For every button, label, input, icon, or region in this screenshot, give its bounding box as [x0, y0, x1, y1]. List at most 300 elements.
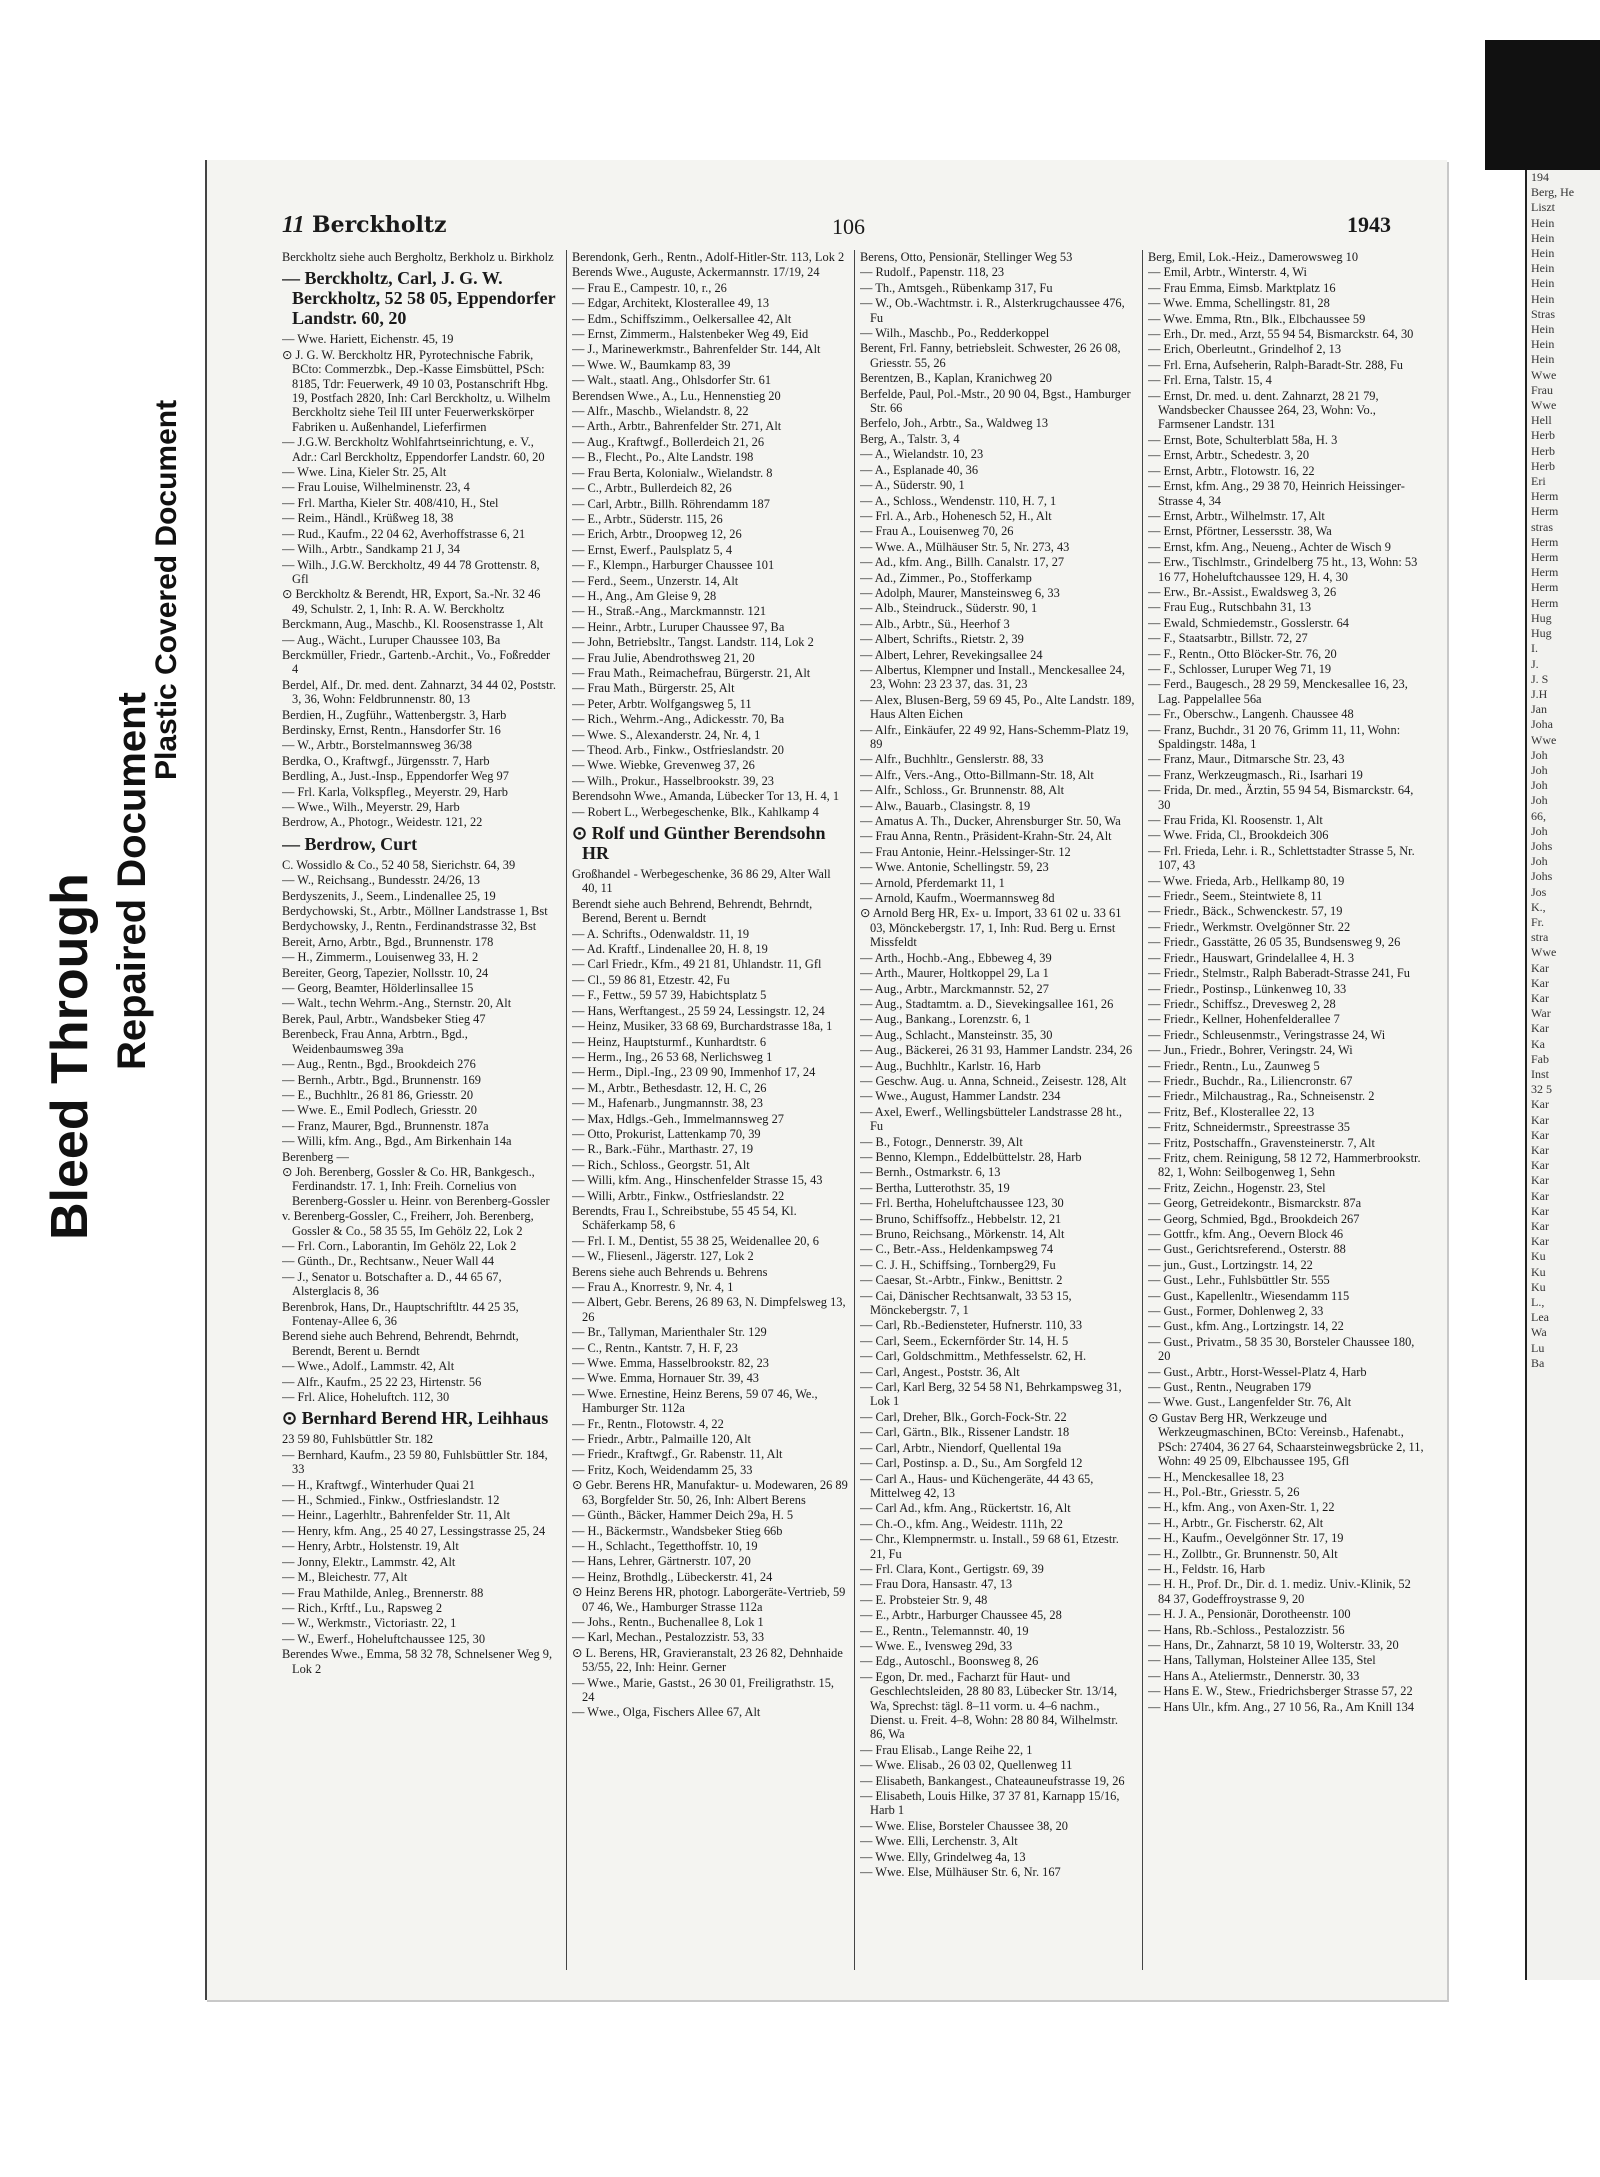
directory-entry: — Albertus, Klempner und Install., Menckesallee 24, 23, Wohn: 23 23 37, das. 31, 23 — [860, 662, 1125, 692]
directory-entry: — Wilh., Arbtr., Sandkamp 21 J, 34 — [282, 542, 460, 557]
directory-entry: — Wwe. S., Alexanderstr. 24, Nr. 4, 1 — [572, 727, 761, 742]
directory-entry: Berdychowski, St., Arbtr., Möllner Landstrasse 1, Bst — [282, 904, 548, 919]
sliver-line: Ba — [1531, 1355, 1545, 1370]
sliver-line: Inst — [1531, 1066, 1549, 1081]
directory-entry: — Hans A., Ateliermstr., Dennerstr. 30, 33 — [1148, 1668, 1360, 1683]
directory-entry: — Heinr., Lagerhltr., Bahrenfelder Str. 11, Alt — [282, 1508, 511, 1523]
directory-entry: — Axel, Ewerf., Wellingsbütteler Landstrasse 28 ht., Fu — [860, 1104, 1123, 1134]
directory-entry: — Gust., Kapellenltr., Wiesendamm 115 — [1148, 1288, 1350, 1303]
directory-entry: — Arnold, Pferdemarkt 11, 1 — [860, 875, 1005, 890]
directory-entry: — J., Senator u. Botschafter a. D., 44 65 67, Alsterglacis 8, 36 — [282, 1269, 502, 1299]
directory-entry: — Friedr., Schiffsz., Drevesweg 2, 28 — [1148, 996, 1336, 1011]
sliver-line: Herm — [1531, 595, 1559, 610]
directory-entry: Berg, A., Talstr. 3, 4 — [860, 431, 960, 446]
directory-entry: — Carl A., Haus- und Küchengeräte, 44 43 65, Mittelweg 42, 13 — [860, 1471, 1094, 1500]
directory-entry: — H., Kaufm., Oevelgönner Str. 17, 19 — [1148, 1531, 1344, 1546]
directory-entry: Berdel, Alf., Dr. med. dent. Zahnarzt, 34 44 02, Poststr. 3, 36, Wohn: Feldbrunnenstr. 80, 13 — [282, 677, 556, 707]
directory-entry: — Frau A., Knorrestr. 9, Nr. 4, 1 — [572, 1280, 734, 1294]
directory-entry: Bereiter, Georg, Tapezier, Nollsstr. 10, 24 — [282, 965, 489, 980]
directory-entry: — Berckholtz, Carl, J. G. W. Berckholtz, 52 58 05, Eppendorfer Landstr. 60, 20 — [282, 268, 556, 329]
sliver-line: Herm — [1531, 489, 1559, 504]
directory-entry: — Alfr., Vers.-Ang., Otto-Billmann-Str. 18, Alt — [860, 767, 1094, 782]
directory-entry: — H., Bäckermstr., Wandsbeker Stieg 66b — [572, 1523, 783, 1538]
directory-entry: — H., Schmied., Finkw., Ostfrieslandstr. 12 — [282, 1493, 500, 1508]
directory-entry: ⊙ L. Berens, HR, Gravieranstalt, 23 26 82, Dehnhaide 53/55, 22, Inh: Heinr. Gerner — [572, 1645, 843, 1675]
directory-entry: — Peter, Arbtr. Wolfgangsweg 5, 11 — [572, 696, 752, 711]
directory-entry: — Friedr., Gasstätte, 26 05 35, Bundsensweg 9, 26 — [1148, 935, 1401, 950]
directory-entry: — Frl. Clara, Kont., Gertigstr. 69, 39 — [860, 1561, 1044, 1576]
sliver-line: Kar — [1531, 960, 1549, 975]
directory-entry: — Alw., Bauarb., Clasingstr. 8, 19 — [860, 798, 1031, 813]
directory-entry: — H., Kraftwgf., Winterhuder Quai 21 — [282, 1477, 475, 1492]
directory-entry: — Ernst, Arbtr., Wilhelmstr. 17, Alt — [1148, 508, 1325, 523]
sliver-line: Hug — [1531, 610, 1552, 625]
sliver-line: Lu — [1531, 1340, 1545, 1355]
directory-entry: ⊙ J. G. W. Berckholtz HR, Pyrotechnische Fabrik, BCto: Commerzbk., Dep.-Kasse Eimsbüttel, PSch: 8185, Tdr: Feuerwerk, 49 10 03, Postanschrift Hbg. 19, Postfach 2820, Inh: Carl Berckholtz, u. Wilhelm Berckholtz siehe Teil III unter Feuerwerkskörper Fabriken u. Außenhandel, Lieferfirmen — [282, 347, 551, 434]
directory-entry: — Johs., Rentn., Buchenallee 8, Lok 1 — [572, 1614, 764, 1629]
directory-entry: — Wwe. Elise, Borsteler Chaussee 38, 20 — [860, 1818, 1068, 1833]
directory-entry: — F., Schlosser, Luruper Weg 71, 19 — [1148, 661, 1332, 676]
directory-entry: Berckmann, Aug., Maschb., Kl. Roosenstrasse 1, Alt — [282, 617, 544, 632]
directory-entry: — Gust., Former, Dohlenweg 2, 33 — [1148, 1304, 1324, 1319]
directory-entry: — Fritz, Postschaffn., Gravensteinerstr. 7, Alt — [1148, 1135, 1375, 1150]
directory-entry: — Arth., Arbtr., Bahrenfelder Str. 271, Alt — [572, 419, 782, 434]
sliver-line: Eri — [1531, 474, 1546, 489]
directory-entry: — H., Schlacht., Tegetthoffstr. 10, 19 — [572, 1538, 758, 1553]
directory-entry: — Wwe., Adolf., Lammstr. 42, Alt — [282, 1359, 455, 1374]
directory-entry: — Friedr., Rentn., Lu., Zaunweg 5 — [1148, 1058, 1320, 1073]
sliver-line: Johs — [1531, 869, 1553, 884]
directory-entry: ⊙ Heinz Berens HR, photogr. Laborgeräte-Vertrieb, 59 07 46, We., Hamburger Strasse 112a — [572, 1585, 846, 1614]
directory-entry: — Wwe., Olga, Fischers Allee 67, Alt — [572, 1705, 761, 1720]
directory-entry: — Max, Hdlgs.-Geh., Immelmannsweg 27 — [572, 1111, 784, 1126]
directory-entry: Berckholtz siehe auch Bergholtz, Berkholz u. Birkholz — [282, 250, 554, 264]
directory-entry: — Frau Berta, Kolonialw., Wielandstr. 8 — [572, 465, 773, 480]
directory-entry: — Edg., Autoschl., Boonsweg 8, 26 — [860, 1654, 1039, 1669]
directory-entry: Berendes Wwe., Emma, 58 32 78, Schnelsener Weg 9, Lok 2 — [282, 1647, 553, 1676]
directory-entry: — Heinz, Musiker, 33 68 69, Burchardstrasse 18a, 1 — [572, 1019, 833, 1034]
directory-entry: Berent, Frl. Fanny, betriebsleit. Schwester, 26 26 08, Griesstr. 55, 26 — [860, 341, 1121, 370]
directory-entry: — Wwe., Marie, Gastst., 26 30 01, Freiligrathstr. 15, 24 — [572, 1675, 835, 1704]
directory-entry: — Ernst, kfm. Ang., Neueng., Achter de Wisch 9 — [1148, 539, 1391, 554]
sliver-line: Stras — [1531, 306, 1555, 321]
directory-entry: — Carl Ad., kfm. Ang., Rückertstr. 16, Alt — [860, 1501, 1071, 1516]
sliver-line: Wwe — [1531, 398, 1557, 413]
directory-entry: — Günth., Dr., Rechtsanw., Neuer Wall 44 — [282, 1254, 495, 1269]
directory-entry: — Frl. Alice, Hoheluftch. 112, 30 — [282, 1390, 450, 1405]
directory-entry: — Carl, Postinsp. a. D., Su., Am Sorgfeld 12 — [860, 1456, 1083, 1471]
sliver-line: Hein — [1531, 230, 1555, 245]
directory-entry: ⊙ Gustav Berg HR, Werkzeuge und Werkzeugmaschinen, BCto: Vereinsb., Hafenabt., PSch: 27404, 36 27 64, Schaarsteinwegsbrücke 2, 11, Wohn: 49 25 09, Elbchaussee 195, Gfl — [1148, 1410, 1424, 1469]
directory-entry: — Fritz, chem. Reinigung, 58 12 72, Hammerbrookstr. 82, 1, Wohn: Seilbogenweg 1, Sehn — [1148, 1150, 1421, 1180]
directory-entry: — Ernst, Arbtr., Flotowstr. 16, 22 — [1148, 463, 1315, 478]
directory-entry: — W., Arbtr., Borstelmannsweg 36/38 — [282, 738, 472, 753]
directory-entry: — H., Arbtr., Gr. Fischerstr. 62, Alt — [1148, 1515, 1324, 1530]
directory-entry: — Rich., Krftf., Lu., Rapsweg 2 — [282, 1600, 443, 1615]
directory-entry: Berdling, A., Just.-Insp., Eppendorfer Weg 97 — [282, 769, 509, 784]
directory-entry: — Ad., Zimmer., Po., Stofferkamp — [860, 570, 1032, 585]
sliver-line: Joh — [1531, 793, 1548, 808]
sliver-line: Joh — [1531, 854, 1548, 869]
sliver-line: 32 5 — [1531, 1082, 1552, 1097]
directory-entry: — Aug., Arbtr., Marckmannstr. 52, 27 — [860, 981, 1049, 996]
sliver-line: Lea — [1531, 1310, 1549, 1325]
directory-entry: Berendsohn Wwe., Amanda, Lübecker Tor 13, H. 4, 1 — [572, 789, 840, 804]
sliver-line: Kar — [1531, 990, 1549, 1005]
directory-entry: — Aug., Bäckerei, 26 31 93, Hammer Landstr. 234, 26 — [860, 1043, 1133, 1058]
sliver-line: Hein — [1531, 261, 1555, 276]
column-2 — [572, 250, 848, 1970]
directory-entry: — Wwe. Elly, Grindelweg 4a, 13 — [860, 1849, 1026, 1864]
directory-entry: — Franz, Maurer, Bgd., Brunnenstr. 187a — [282, 1118, 489, 1133]
directory-entry: — M., Hafenarb., Jungmannstr. 38, 23 — [572, 1096, 763, 1111]
directory-entry: — Herm., Ing., 26 53 68, Nerlichsweg 1 — [572, 1049, 773, 1064]
directory-entry: ⊙ Gebr. Berens HR, Manufaktur- u. Modewaren, 26 89 63, Borgfelder Str. 50, 26, Inh: Albert Berens — [572, 1478, 848, 1507]
sliver-line: Joh — [1531, 778, 1548, 793]
directory-entry: — Wwe. Else, Mülhäuser Str. 6, Nr. 167 — [860, 1865, 1061, 1880]
directory-entry: — Wwe. Elli, Lerchenstr. 3, Alt — [860, 1834, 1018, 1849]
directory-entry: — Wwe. Hariett, Eichenstr. 45, 19 — [282, 332, 454, 347]
directory-entry: Berenberg — — [282, 1149, 349, 1164]
directory-entry: — Frl. Erna, Aufseherin, Ralph-Baradt-Str. 288, Fu — [1148, 357, 1404, 372]
sliver-line: Hein — [1531, 215, 1555, 230]
directory-entry: — Wwe. Emma, Hornauer Str. 39, 43 — [572, 1371, 759, 1386]
sliver-line: Johs — [1531, 838, 1553, 853]
directory-entry: — Wwe. Lina, Kieler Str. 25, Alt — [282, 465, 447, 480]
directory-entry: — H., Menckesallee 18, 23 — [1148, 1469, 1284, 1484]
directory-entry: Berenbrok, Hans, Dr., Hauptschriftltr. 44 25 35, Fontenay-Allee 6, 36 — [282, 1299, 519, 1328]
directory-entry: — Gottfr., kfm. Ang., Oevern Block 46 — [1148, 1227, 1344, 1241]
directory-entry: Berend siehe auch Behrend, Behrendt, Behrndt, Berendt, Berent u. Berndt — [282, 1329, 519, 1358]
directory-entry: — Fr., Oberschw., Langenh. Chaussee 48 — [1148, 707, 1354, 722]
sliver-line: Herm — [1531, 565, 1559, 580]
sliver-line: stra — [1531, 930, 1549, 945]
directory-entry: — Ad. Kraftf., Lindenallee 20, H. 8, 19 — [572, 942, 768, 957]
sliver-line: Herb — [1531, 458, 1555, 473]
directory-entry: — Ferd., Baugesch., 28 29 59, Menckesallee 16, 23, Lag. Pappelallee 56a — [1148, 677, 1408, 706]
directory-entry: — Wwe. Antonie, Schellingstr. 59, 23 — [860, 860, 1049, 875]
directory-entry: — E. Probsteier Str. 9, 48 — [860, 1592, 988, 1607]
directory-entry: — Alfr., Schloss., Gr. Brunnenstr. 88, Alt — [860, 783, 1065, 798]
directory-entry: — Gust., kfm. Ang., Lortzingstr. 14, 22 — [1148, 1319, 1344, 1334]
directory-entry: — C., Rentn., Kantstr. 7, H. F, 23 — [572, 1340, 738, 1355]
directory-entry: — F., Fettw., 59 57 39, Habichtsplatz 5 — [572, 988, 767, 1003]
directory-entry: — Hans Ulr., kfm. Ang., 27 10 56, Ra., Am Knill 134 — [1148, 1699, 1415, 1714]
directory-entry: — Frl. Martha, Kieler Str. 408/410, H., Stel — [282, 495, 499, 510]
directory-entry: — Friedr., Arbtr., Palmaille 120, Alt — [572, 1432, 751, 1447]
directory-entry: — J., Marinewerkmstr., Bahrenfelder Str. 144, Alt — [572, 342, 821, 357]
directory-entry: — Wwe. W., Baumkamp 83, 39 — [572, 357, 731, 372]
sliver-line: K., — [1531, 899, 1546, 914]
directory-entry: ⊙ Arnold Berg HR, Ex- u. Import, 33 61 02 u. 33 61 03, Mönckebergstr. 17, 1, Inh: Rud. Berg u. Ernst Missfeldt — [860, 906, 1122, 950]
sliver-line: Kar — [1531, 1219, 1549, 1234]
directory-entry: ⊙ Joh. Berenberg, Gossler & Co. HR, Bankgesch., Ferdinandstr. 17. 1, Inh: Freih. Cornelius von Berenberg-Gossler u. Heinr. von Berenberg-Gossler — [282, 1164, 550, 1208]
directory-entry: — Friedr., Postinsp., Lünkenweg 10, 33 — [1148, 981, 1347, 996]
sliver-line: Jos — [1531, 884, 1547, 899]
directory-entry: — H., kfm. Ang., von Axen-Str. 1, 22 — [1148, 1500, 1335, 1515]
directory-entry: — Frl. Frieda, Lehr. i. R., Schlettstadter Strasse 5, Nr. 107, 43 — [1148, 843, 1415, 873]
directory-entry: — W., Ewerf., Hoheluftchaussee 125, 30 — [282, 1631, 486, 1646]
directory-entry: — Aug., Stadtamtm. a. D., Sievekingsallee 161, 26 — [860, 996, 1114, 1011]
directory-entry: — Frau Julie, Abendrothsweg 21, 20 — [572, 650, 755, 665]
sliver-line: Kar — [1531, 1021, 1549, 1036]
directory-entry: Berfelde, Paul, Pol.-Mstr., 20 90 04, Bgst., Hamburger Str. 66 — [860, 386, 1131, 416]
sliver-line: Wa — [1531, 1325, 1547, 1340]
directory-entry: — Georg, Schmied, Bgd., Brookdeich 267 — [1148, 1211, 1360, 1226]
label-plastic-covered: Plastic Covered Document — [150, 399, 183, 780]
directory-entry: — Frl. A., Arb., Hohenesch 52, H., Alt — [860, 508, 1052, 523]
directory-entry: — Bruno, Reichsang., Mörkenstr. 14, Alt — [860, 1227, 1065, 1241]
sliver-line: Kar — [1531, 1173, 1549, 1188]
directory-entry: — Ernst, Arbtr., Schedestr. 3, 20 — [1148, 448, 1310, 463]
directory-entry: — Erw., Br.-Assist., Ewaldsweg 3, 26 — [1148, 584, 1337, 599]
directory-entry: — Fritz, Koch, Weidendamm 25, 33 — [572, 1462, 753, 1477]
sliver-line: Herb — [1531, 428, 1555, 443]
sliver-line: Joh — [1531, 762, 1548, 777]
directory-entry: — Fritz, Bef., Klosterallee 22, 13 — [1148, 1104, 1315, 1119]
sliver-line: Hein — [1531, 337, 1555, 352]
directory-entry: — Hans, Tallyman, Holsteiner Allee 135, Stel — [1148, 1653, 1376, 1668]
directory-entry: ⊙ Rolf und Günther Berendsohn HR — [572, 823, 826, 864]
directory-entry: — Ewald, Schmiedemstr., Gosslerstr. 64 — [1148, 615, 1349, 630]
directory-entry: — Gust., Arbtr., Horst-Wessel-Platz 4, Harb — [1148, 1364, 1367, 1379]
directory-entry: — Hans, Dr., Zahnarzt, 58 10 19, Wolterstr. 33, 20 — [1148, 1637, 1399, 1652]
directory-entry: Berg, Emil, Lok.-Heiz., Damerowsweg 10 — [1148, 250, 1359, 264]
directory-entry: v. Berenberg-Gossler, C., Freiherr, Joh. Berenberg, Gossler & Co., 58 35 55, Im Gehölz 22, Lok 2 — [282, 1209, 534, 1238]
directory-entry: — H., Straß.-Ang., Marckmannstr. 121 — [572, 604, 767, 619]
directory-entry: — Ferd., Seem., Unzerstr. 14, Alt — [572, 573, 739, 588]
directory-entry: — Frau Dora, Hansastr. 47, 13 — [860, 1577, 1013, 1592]
directory-entry: — Erw., Tischlmstr., Grindelberg 75 ht., 13, Wohn: 53 16 77, Hoheluftchaussee 129, H. 4, 30 — [1148, 555, 1418, 584]
directory-entry: Berdka, O., Kraftwgf., Jürgensstr. 7, Harb — [282, 753, 490, 768]
column-4 — [1148, 250, 1424, 1970]
directory-entry: — Fritz, Schneidermstr., Spreestrasse 35 — [1148, 1120, 1351, 1135]
directory-entry: Berdyszenits, J., Seem., Lindenallee 25, 19 — [282, 888, 496, 903]
directory-entry: — Berdrow, Curt — [282, 833, 418, 854]
directory-entry: — Willi, kfm. Ang., Hinschenfelder Strasse 15, 43 — [572, 1173, 823, 1188]
directory-entry: — Henry, Arbtr., Holstenstr. 19, Alt — [282, 1539, 459, 1554]
sliver-line: Herb — [1531, 443, 1555, 458]
directory-entry: — Jun., Friedr., Bohrer, Veringstr. 24, Wi — [1148, 1043, 1353, 1058]
directory-entry: — Alfr., Kaufm., 25 22 23, Hirtenstr. 56 — [282, 1374, 482, 1389]
directory-entry: — Hans, Rb.-Schloss., Pestalozzistr. 56 — [1148, 1622, 1345, 1637]
directory-entry: — Wwe. E., Emil Podlech, Griesstr. 20 — [282, 1103, 477, 1118]
directory-entry: — A. Schrifts., Odenwaldstr. 11, 19 — [572, 926, 750, 941]
directory-entry: Berdien, H., Zugführ., Wattenbergstr. 3, Harb — [282, 707, 507, 722]
directory-entry: — B., Fotogr., Dennerstr. 39, Alt — [860, 1134, 1023, 1149]
directory-entry: — Carl, Karl Berg, 32 54 58 N1, Behrkampsweg 31, Lok 1 — [860, 1380, 1122, 1409]
sliver-line: Fab — [1531, 1051, 1549, 1066]
directory-entry: — W., Werkmstr., Victoriastr. 22, 1 — [282, 1616, 457, 1631]
directory-entry: — Walt., techn Wehrm.-Ang., Sternstr. 20, Alt — [282, 996, 512, 1011]
directory-entry: — C. J. H., Schiffsing., Tornberg29, Fu — [860, 1257, 1056, 1272]
directory-entry: — Alfr., Maschb., Wielandstr. 8, 22 — [572, 404, 749, 419]
directory-entry: — Alb., Steindruck., Süderstr. 90, 1 — [860, 601, 1038, 616]
directory-entry: — Carl, Gärtn., Blk., Rissener Landstr. 18 — [860, 1425, 1070, 1440]
directory-entry: — Gust., Rentn., Neugraben 179 — [1148, 1380, 1312, 1395]
directory-entry: — Frl. I. M., Dentist, 55 38 25, Weidenallee 20, 6 — [572, 1233, 819, 1248]
sliver-line: War — [1531, 1006, 1551, 1021]
directory-entry: — Franz, Buchdr., 31 20 76, Grimm 11, 11, Wohn: Spaldingstr. 148a, 1 — [1148, 722, 1401, 751]
sliver-line: L., — [1531, 1295, 1545, 1310]
sliver-line: Herm — [1531, 504, 1559, 519]
directory-entry: — Reim., Händl., Krüßweg 18, 38 — [282, 511, 454, 526]
directory-entry: — Frau A., Louisenweg 70, 26 — [860, 524, 1014, 539]
directory-entry: — Frau Eug., Rutschbahn 31, 13 — [1148, 600, 1312, 615]
directory-entry: — Bernh., Ostmarkstr. 6, 13 — [860, 1165, 1001, 1180]
sliver-line: Frau — [1531, 382, 1553, 397]
directory-entry: — Henry, kfm. Ang., 25 40 27, Lessingstrasse 25, 24 — [282, 1523, 546, 1538]
directory-entry: — Emil, Arbtr., Winterstr. 4, Wi — [1148, 265, 1307, 280]
directory-entry: Berendt siehe auch Behrend, Behrendt, Behrndt, Berend, Berent u. Berndt — [572, 896, 813, 926]
directory-entry: — W., Ob.-Wachtmstr. i. R., Alsterkrugchaussee 476, Fu — [860, 296, 1125, 325]
directory-entry: — Albert, Schrifts., Rietstr. 2, 39 — [860, 632, 1024, 647]
directory-entry: Berens, Otto, Pensionär, Stellinger Weg 53 — [860, 250, 1073, 264]
directory-entry: Berendsen Wwe., A., Lu., Hennenstieg 20 — [572, 388, 781, 403]
directory-entry: — Ch.-O., kfm. Ang., Weidestr. 111h, 22 — [860, 1516, 1063, 1531]
directory-entry: — Frau Anna, Rentn., Präsident-Krahn-Str. 24, Alt — [860, 829, 1112, 844]
directory-entry: — Edm., Schiffszimm., Oelkersallee 42, Alt — [572, 311, 792, 326]
sliver-line: Hein — [1531, 352, 1555, 367]
directory-entry: — Arth., Hochb.-Ang., Ebbeweg 4, 39 — [860, 950, 1052, 965]
directory-entry: C. Wossidlo & Co., 52 40 58, Sierichstr. 64, 39 — [282, 857, 516, 872]
directory-entry: — M., Bleichestr. 77, Alt — [282, 1570, 408, 1585]
sliver-line: Wwe — [1531, 945, 1557, 960]
sliver-line: Herm — [1531, 534, 1559, 549]
directory-entry: — Frau Elisab., Lange Reihe 22, 1 — [860, 1742, 1033, 1757]
directory-entry: — Aug., Rentn., Bgd., Brookdeich 276 — [282, 1057, 476, 1072]
directory-entry: — H., Zimmerm., Louisenweg 33, H. 2 — [282, 950, 479, 965]
directory-entry: — F., Rentn., Otto Blöcker-Str. 76, 20 — [1148, 646, 1337, 661]
directory-entry: Bereit, Arno, Arbtr., Bgd., Brunnenstr. 178 — [282, 934, 494, 949]
directory-entry: ⊙ Berckholtz & Berendt, HR, Export, Sa.-Nr. 32 46 49, Schulstr. 2, 1, Inh: R. A. W. Berckholtz — [282, 587, 541, 616]
directory-entry: — Frau Math., Reimachefrau, Bürgerstr. 21, Alt — [572, 665, 811, 680]
page-number: 106 — [832, 214, 865, 239]
directory-entry: — Friedr., Kellner, Hohenfelderallee 7 — [1148, 1012, 1340, 1027]
directory-entry: — Wilh., J.G.W. Berckholtz, 49 44 78 Grottenstr. 8, Gfl — [282, 557, 540, 586]
directory-entry: — Ad., kfm. Ang., Billh. Canalstr. 17, 27 — [860, 555, 1065, 570]
directory-entry: — Erh., Dr. med., Arzt, 55 94 54, Bismarckstr. 64, 30 — [1148, 327, 1414, 342]
sliver-line: Kar — [1531, 975, 1549, 990]
next-page-sliver — [1525, 170, 1600, 1980]
directory-entry: Berdinsky, Ernst, Rentn., Hansdorfer Str. 16 — [282, 722, 501, 737]
directory-entry: — Frl. Bertha, Hoheluftchaussee 123, 30 — [860, 1196, 1064, 1211]
directory-entry: — H., Feldstr. 16, Harb — [1148, 1561, 1266, 1576]
directory-entry: — Cl., 59 86 81, Etzestr. 42, Fu — [572, 972, 730, 987]
sliver-line: Kar — [1531, 1158, 1549, 1173]
directory-entry: — Ernst, Ewerf., Paulsplatz 5, 4 — [572, 542, 733, 557]
directory-entry: — Otto, Prokurist, Lattenkamp 70, 39 — [572, 1126, 761, 1141]
directory-entry: — Herm., Dipl.-Ing., 23 09 90, Immenhof 17, 24 — [572, 1065, 816, 1080]
directory-entry: Berendonk, Gerh., Rentn., Adolf-Hitler-Str. 113, Lok 2 — [572, 250, 845, 264]
directory-entry: — Aug., Schlacht., Mansteinstr. 35, 30 — [860, 1027, 1053, 1042]
directory-entry: — Frau Antonie, Heinr.-Helssinger-Str. 12 — [860, 844, 1071, 859]
directory-entry: — H., Ang., Am Gleise 9, 28 — [572, 588, 717, 603]
directory-entry: — John, Betriebsltr., Tangst. Landstr. 114, Lok 2 — [572, 635, 814, 650]
directory-entry: — Franz, Maur., Ditmarsche Str. 23, 43 — [1148, 752, 1345, 767]
directory-entry: — Ernst, Bote, Schulterblatt 58a, H. 3 — [1148, 432, 1338, 447]
directory-entry: — F., Staatsarbtr., Billstr. 72, 27 — [1148, 631, 1308, 646]
sliver-line: Joh — [1531, 823, 1548, 838]
directory-entry: — Aug., Bankang., Lorenzstr. 6, 1 — [860, 1012, 1031, 1027]
directory-entry: — Amatus A. Th., Ducker, Ahrensburger Str. 50, Wa — [860, 814, 1121, 829]
directory-entry: Berentzen, B., Kaplan, Kranichweg 20 — [860, 371, 1052, 386]
directory-entry: — Elisabeth, Louis Hilke, 37 37 81, Karnapp 15/16, Harb 1 — [860, 1789, 1120, 1818]
directory-entry: — Frau Louise, Wilhelminenstr. 23, 4 — [282, 480, 470, 495]
directory-entry: — Friedr., Seem., Steintwiete 8, 11 — [1148, 889, 1323, 904]
directory-entry: — Karl, Mechan., Pestalozzistr. 53, 33 — [572, 1630, 765, 1645]
directory-entry: — Bernh., Arbtr., Bgd., Brunnenstr. 169 — [282, 1072, 481, 1087]
header-prefix: 11 — [282, 212, 305, 238]
directory-entry: Berdrow, A., Photogr., Weidestr. 121, 22 — [282, 815, 483, 830]
directory-entry: — Frau Math., Bürgerstr. 25, Alt — [572, 681, 735, 696]
directory-entry: — Theod. Arb., Finkw., Ostfrieslandstr. 20 — [572, 743, 785, 757]
directory-entry: Berens siehe auch Behrends u. Behrens — [572, 1264, 768, 1279]
sliver-line: Ku — [1531, 1279, 1546, 1294]
sliver-line: Hell — [1531, 413, 1552, 428]
directory-entry: — Bruno, Schiffsoffz., Hebbelstr. 12, 21 — [860, 1211, 1062, 1226]
directory-entry: Berenbeck, Frau Anna, Arbtrn., Bgd., Weidenbaumsweg 39a — [282, 1027, 468, 1056]
sliver-line: Jan — [1531, 702, 1547, 717]
directory-entry: Berendts, Frau I., Schreibstube, 55 45 54, Kl. Schäferkamp 58, 6 — [572, 1203, 797, 1233]
directory-entry: — jun., Gust., Lortzingstr. 14, 22 — [1148, 1257, 1313, 1272]
label-bleed-through: Bleed Through — [41, 873, 99, 1240]
directory-entry: — Friedr., Werkmstr. Ovelgönner Str. 22 — [1148, 919, 1351, 934]
directory-entry: — E., Arbtr., Süderstr. 115, 26 — [572, 511, 723, 526]
directory-entry: — Georg, Beamter, Hölderlinsallee 15 — [282, 981, 474, 996]
directory-entry: — H., Zollbtr., Gr. Brunnenstr. 50, Alt — [1148, 1546, 1338, 1561]
directory-entry: — A., Esplanade 40, 36 — [860, 462, 979, 477]
directory-entry: Berfelo, Joh., Arbtr., Sa., Waldweg 13 — [860, 416, 1049, 431]
directory-entry: — Jonny, Elektr., Lammstr. 42, Alt — [282, 1554, 456, 1569]
directory-entry: — Carl, Arbtr., Billh. Röhrendamm 187 — [572, 496, 770, 511]
directory-entry: — Hans, Werftangest., 25 59 24, Lessingstr. 12, 24 — [572, 1003, 825, 1018]
directory-entry: — Frl. Corn., Laborantin, Im Gehölz 22, Lok 2 — [282, 1238, 517, 1253]
directory-entry: — Carl, Goldschmittm., Methfesselstr. 62, H. — [860, 1349, 1087, 1364]
directory-entry: Großhandel - Werbegeschenke, 36 86 29, Alter Wall 40, 11 — [572, 867, 831, 896]
directory-entry: — Wwe. Emma, Hasselbrookstr. 82, 23 — [572, 1356, 769, 1371]
sliver-line: Ku — [1531, 1264, 1546, 1279]
sliver-line: Liszt — [1531, 200, 1555, 215]
directory-entry: — Cai, Dänischer Rechtsanwalt, 33 53 15, Mönckebergstr. 7, 1 — [860, 1288, 1072, 1318]
directory-entry: — Rudolf., Papenstr. 118, 23 — [860, 265, 1005, 280]
directory-entry: — Edgar, Architekt, Klosterallee 49, 13 — [572, 296, 770, 311]
directory-entry: — C., Arbtr., Bullerdeich 82, 26 — [572, 481, 732, 496]
sliver-line: Kar — [1531, 1188, 1549, 1203]
directory-entry: — Alex, Blusen-Berg, 59 69 45, Po., Alte Landstr. 189, Haus Alten Eichen — [860, 692, 1135, 722]
directory-page — [205, 160, 1447, 2000]
sliver-line: Ku — [1531, 1249, 1546, 1264]
directory-entry: Berdychowsky, J., Rentn., Ferdinandstrasse 32, Bst — [282, 919, 537, 934]
directory-entry: — F., Klempn., Harburger Chaussee 101 — [572, 558, 775, 573]
sliver-line: Kar — [1531, 1127, 1549, 1142]
directory-entry: — Carl, Dreher, Blk., Gorch-Fock-Str. 22 — [860, 1409, 1067, 1424]
sliver-line: Kar — [1531, 1112, 1549, 1127]
page-header — [207, 212, 1447, 246]
top-edge-shadow — [1180, 40, 1600, 170]
directory-entry: — Fritz, Zeichn., Hogenstr. 23, Stel — [1148, 1180, 1326, 1195]
column-1 — [282, 250, 558, 1970]
directory-entry: — Heinz, Brothdlg., Lübeckerstr. 41, 24 — [572, 1569, 773, 1584]
directory-entry: — Franz, Werkzeugmasch., Ri., Isarhari 19 — [1148, 767, 1363, 782]
sliver-line: Hein — [1531, 246, 1555, 261]
directory-entry: — H. J. A., Pensionär, Dorotheenstr. 100 — [1148, 1607, 1351, 1622]
directory-entry: — J.G.W. Berckholtz Wohlfahrtseinrichtung, e. V., Adr.: Carl Berckholtz, Eppendorfer Landstr. 60, 20 — [282, 435, 545, 464]
directory-entry: — Ernst, Zimmerm., Halstenbeker Weg 49, Eid — [572, 327, 809, 342]
directory-entry: — Albert, Lehrer, Revekingsallee 24 — [860, 647, 1043, 662]
directory-entry: — Günth., Bäcker, Hammer Deich 29a, H. 5 — [572, 1508, 794, 1523]
directory-entry: — Wwe., August, Hammer Landstr. 234 — [860, 1089, 1061, 1104]
